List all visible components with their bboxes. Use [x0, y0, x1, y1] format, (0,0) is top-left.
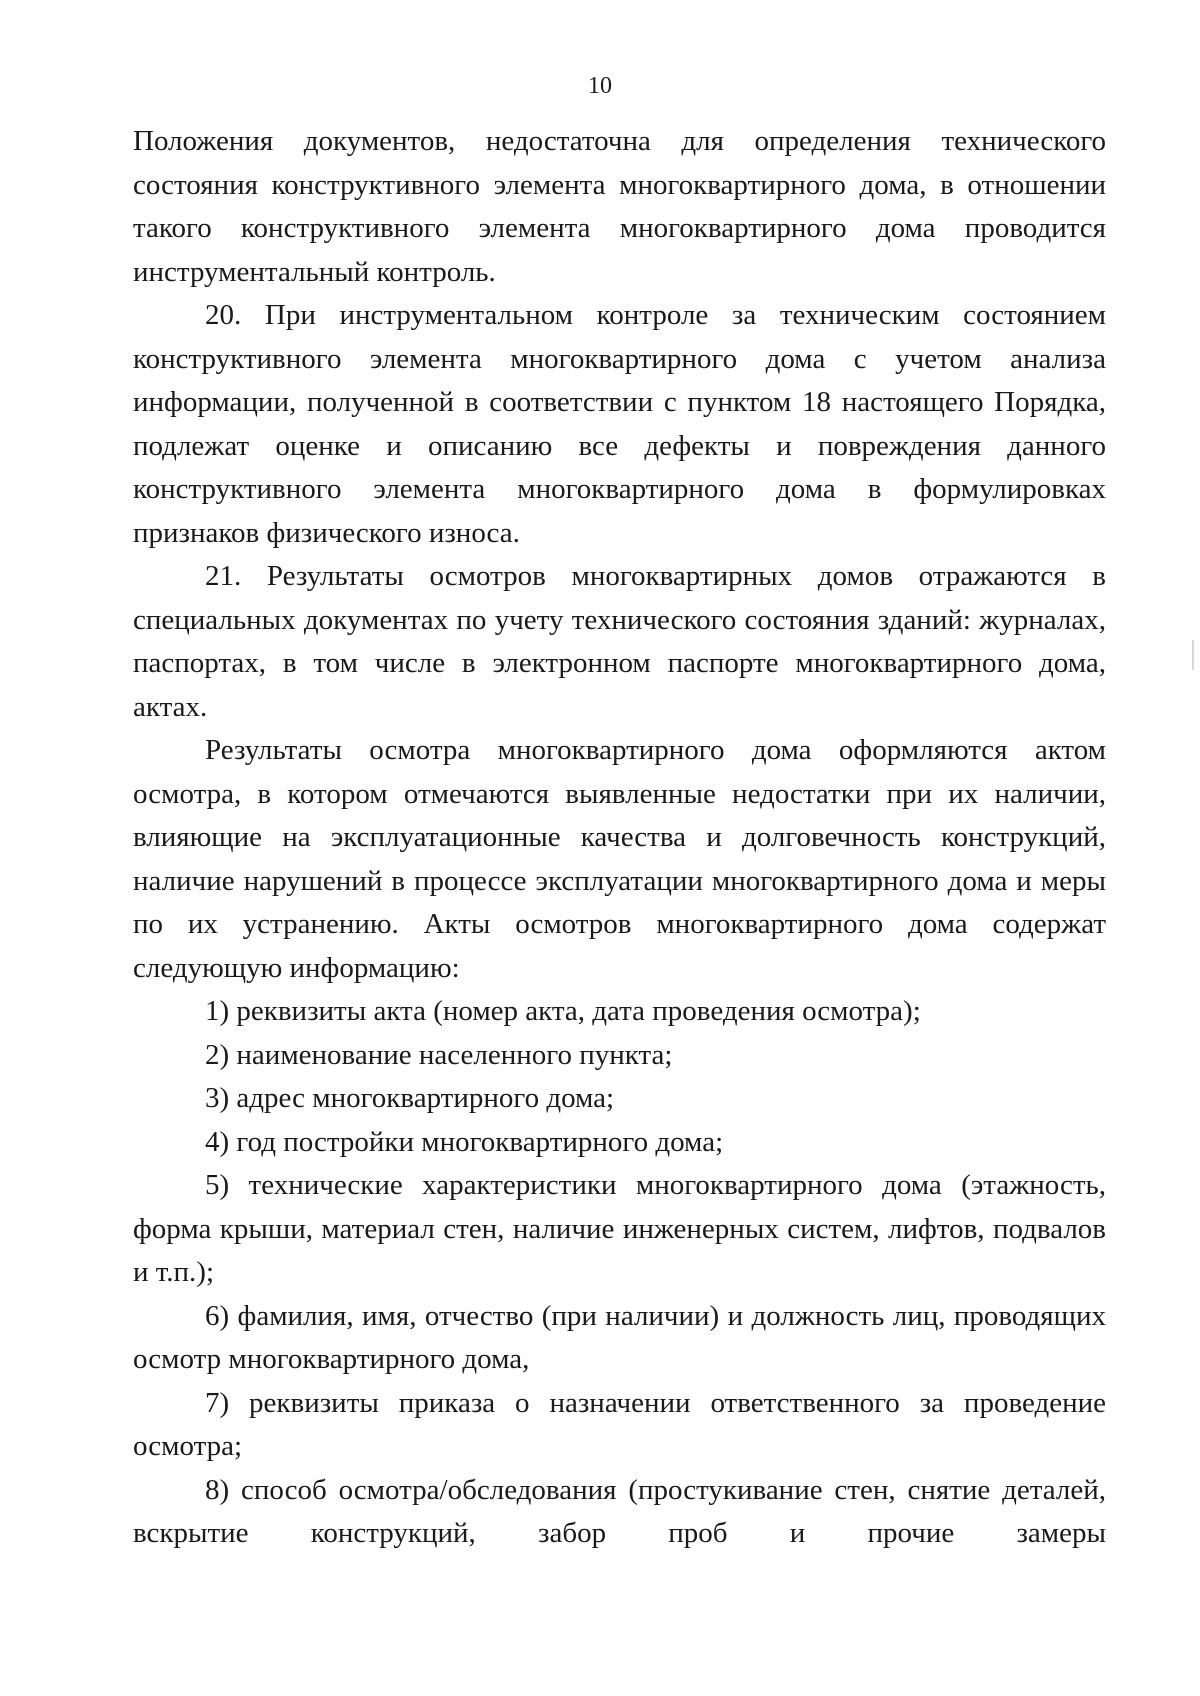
paragraph-item-21: 21. Результаты осмотров многоквартирных домов отражаются в специальных документах по учету технического состояния зданий: журналах, паспортах, в том числе в электронном паспорте многоквартирного дома, актах.: [133, 560, 1106, 723]
paragraph-continuation: Положения документов, недостаточна для определения технического состояния конструктивного элемента многоквартирного дома, в отношении такого конструктивного элемента многоквартирного дома проводится инструментальный контроль.: [133, 125, 1106, 288]
list-item-8: 8) способ осмотра/обследования (простукивание стен, снятие деталей, вскрытие конструкций, забор проб и прочие замеры: [133, 1473, 1106, 1549]
list-item-6: 6) фамилия, имя, отчество (при наличии) и должность лиц, проводящих осмотр многоквартирного дома,: [133, 1299, 1106, 1375]
list-item-3: 3) адрес многоквартирного дома;: [205, 1082, 615, 1114]
list-item-5: 5) технические характеристики многоквартирного дома (этажность, форма крыши, материал стен, наличие инженерных систем, лифтов, подвалов и т.п.);: [133, 1169, 1106, 1288]
list-item-1: 1) реквизиты акта (номер акта, дата проведения осмотра);: [205, 995, 921, 1027]
list-item-2: 2) наименование населенного пункта;: [205, 1038, 673, 1071]
paragraph-inspection-results: Результаты осмотра многоквартирного дома оформляются актом осмотра, в котором отмечаются выявленные недостатки при их наличии, влияющие на эксплуатационные качества и долговечность конструкций, наличие нарушений в процессе эксплуатации многоквартирного дома и меры по их устранению. Акты осмотров многоквартирного дома содержат следующую информацию:: [133, 734, 1106, 984]
paragraph-item-20: 20. При инструментальном контроле за техническим состоянием конструктивного элемента многоквартирного дома с учетом анализа информации, полученной в соответствии с пунктом 18 настоящего Порядка, подлежат оценке и описанию все дефекты и повреждения данного конструктивного элемента многоквартирного дома в формулировках признаков физического износа.: [133, 299, 1106, 549]
scan-edge-mark: [1192, 640, 1194, 670]
page-number: 10: [588, 73, 612, 99]
document-body: [133, 120, 1106, 1556]
list-item-7: 7) реквизиты приказа о назначении ответственного за проведение осмотра;: [133, 1386, 1106, 1462]
list-item-4: 4) год постройки многоквартирного дома;: [205, 1125, 724, 1158]
